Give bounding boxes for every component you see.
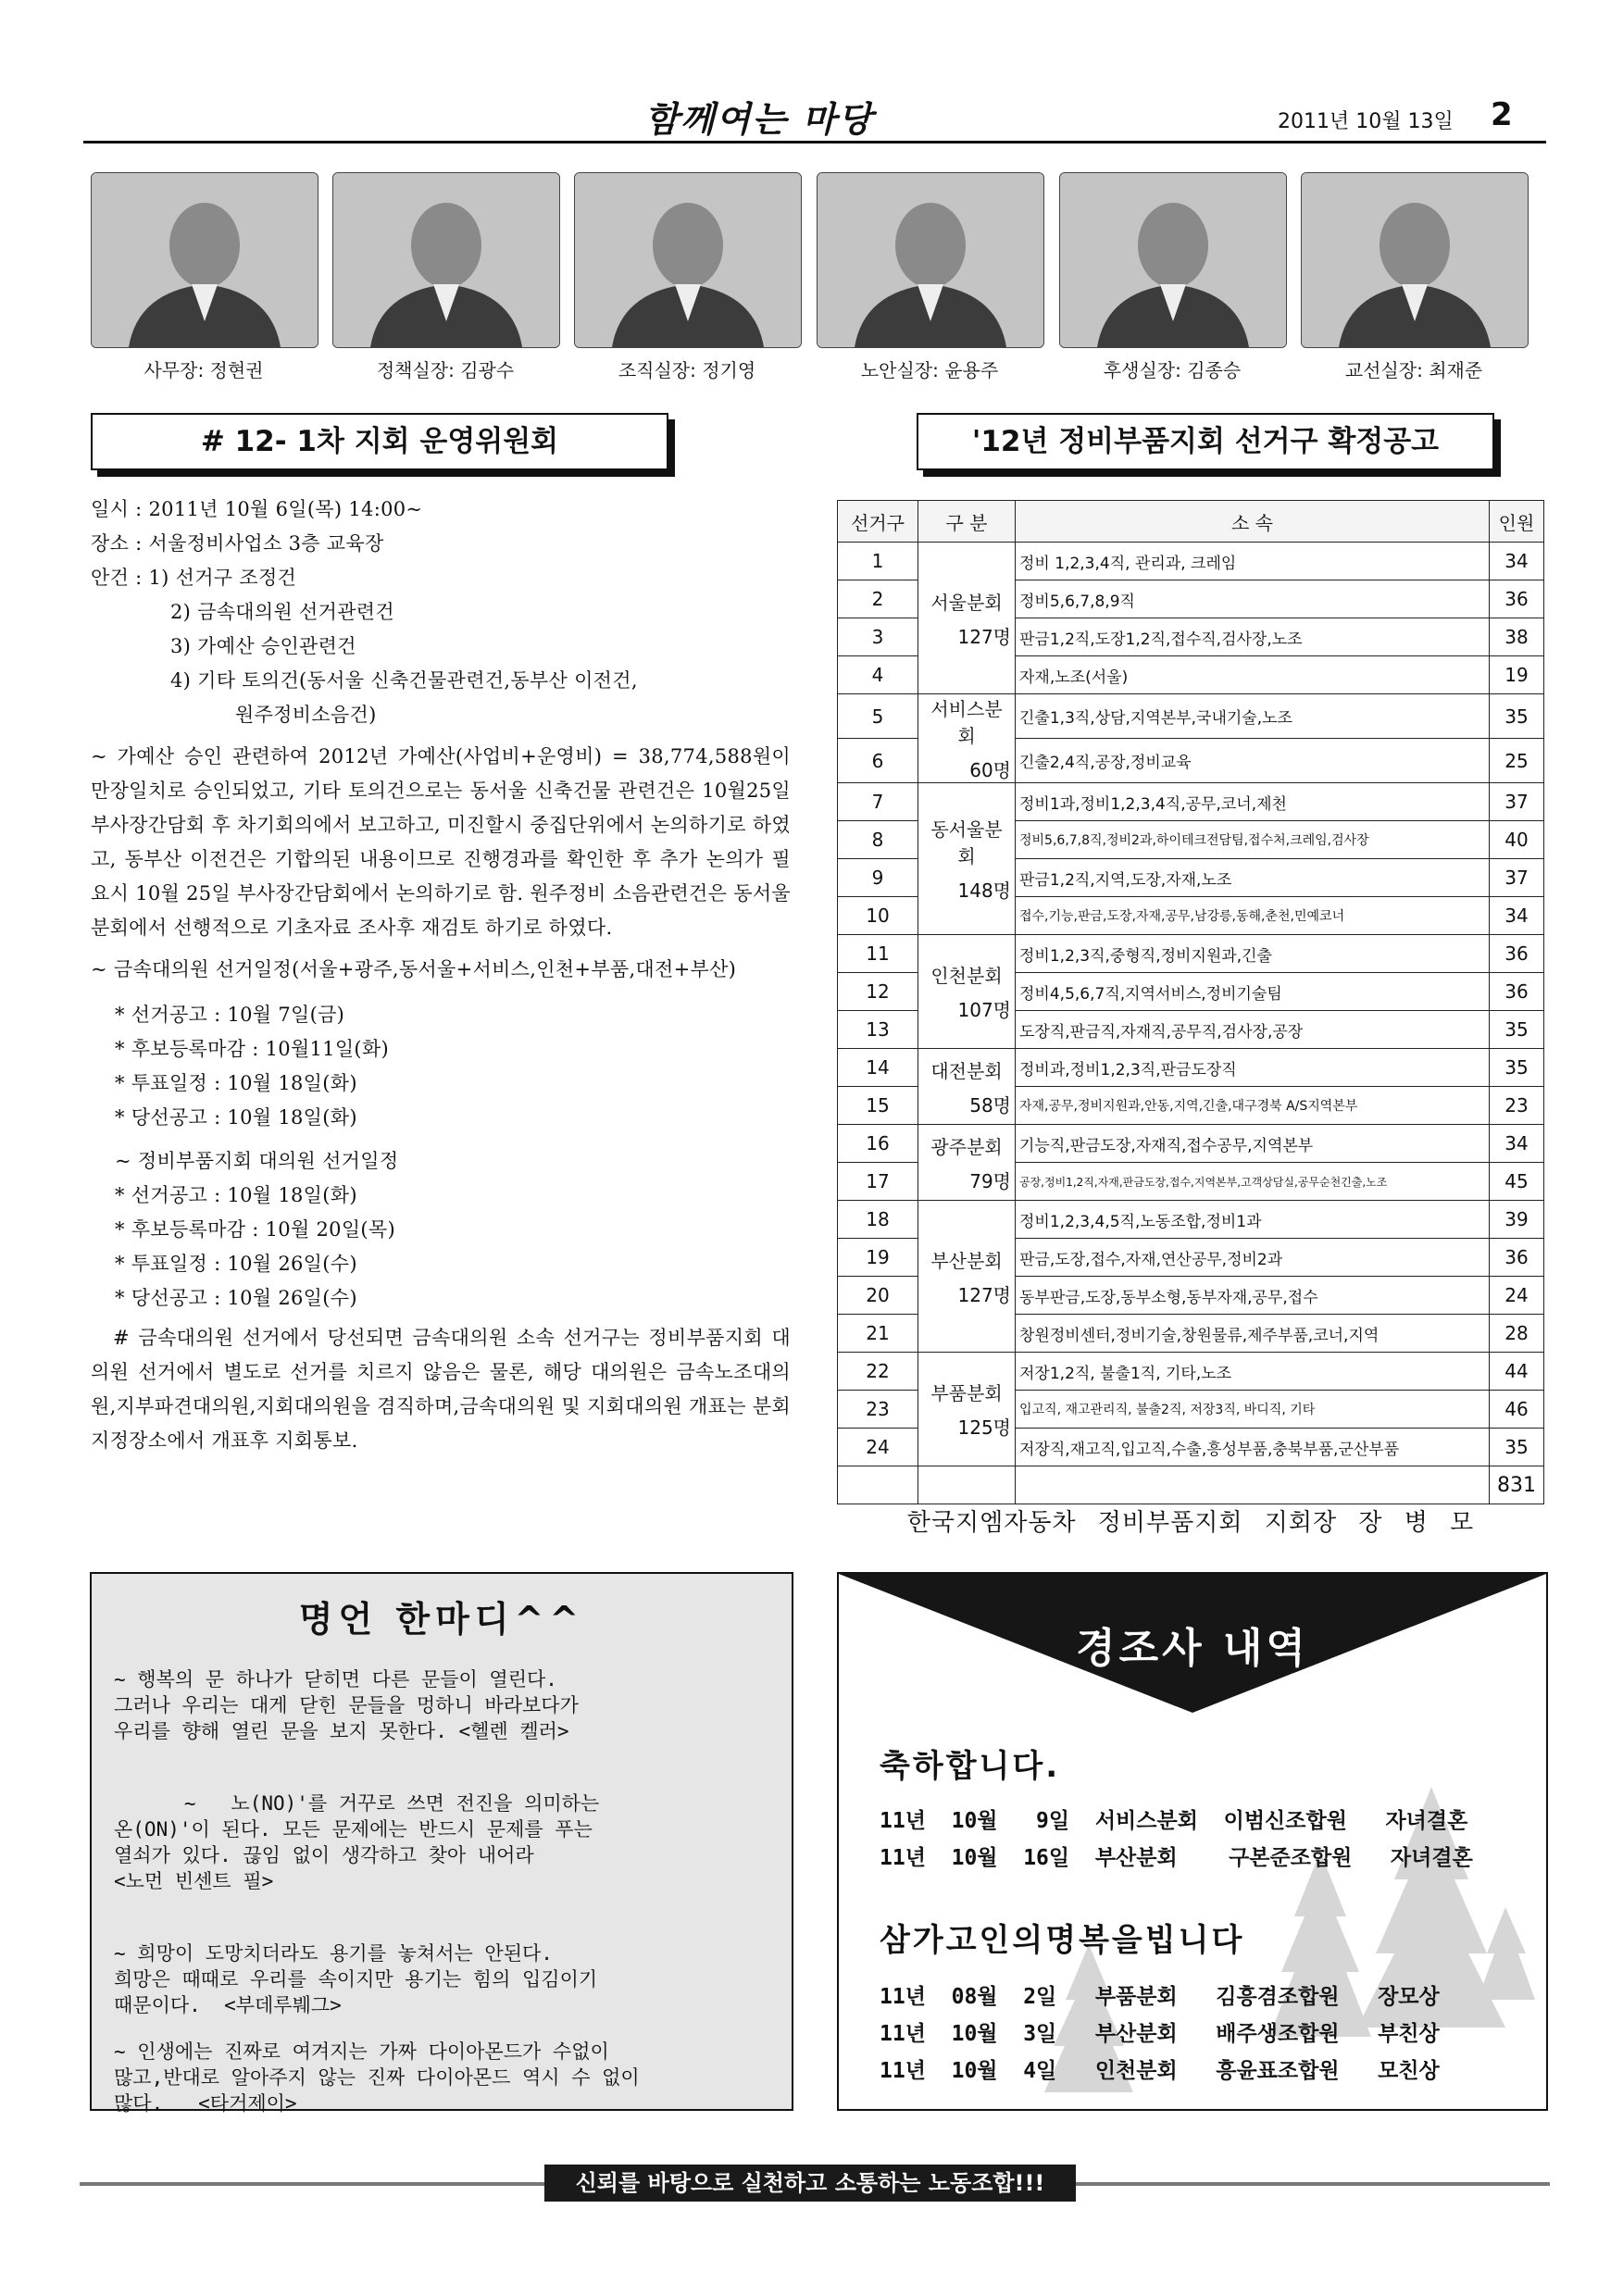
branch-count: 58명 [969,1093,1011,1117]
member-count: 19 [1490,656,1544,694]
member-count: 44 [1490,1353,1544,1391]
district-number: 7 [838,783,918,821]
table-row [838,1125,1544,1163]
issue-date: 2011년 10월 13일 [1278,110,1454,133]
quote-item [114,1666,773,1744]
branch-cell [918,694,1016,783]
district-number: 17 [838,1163,918,1201]
membership-cell: 저장1,2직, 불출1직, 기타,노조 [1016,1353,1490,1391]
quote-line: 그러나 우리는 대게 닫힌 문들을 멍하니 바라보다가 [114,1694,579,1716]
congrats-entry: 11년 10월 9일 서비스분회 이범신조합원 자녀결혼 [880,1809,1468,1833]
branch-count: 107명 [957,999,1011,1021]
meeting-agenda-item: 원주정비소음건) [235,704,377,726]
condolence-title: 삼가고인의명복을빕니다 [880,1922,1245,1959]
member-count: 35 [1490,694,1544,739]
branch-name: 부산분회 [930,1249,1003,1272]
member-count: 45 [1490,1163,1544,1201]
membership-cell: 입고직, 재고관리직, 불출2직, 저장3직, 바디직, 기타 [1016,1391,1490,1429]
congrats-title: 축하합니다. [880,1748,1061,1785]
branch-count: 125명 [957,1416,1011,1439]
staff-photo [332,172,560,348]
quote-line: <노먼 빈센트 필> [114,1870,274,1892]
member-count: 25 [1490,739,1544,783]
membership-cell: 공장,정비1,2직,자재,판금도장,접수,지역본부,고객상담실,공무순천긴출,노조 [1016,1163,1490,1201]
district-number: 3 [838,618,918,656]
table-body [838,543,1544,1504]
page-number: 2 [1491,96,1513,133]
quote-line: 온(ON)'이 된다. 모든 문제에는 반드시 문제를 푸는 [114,1818,593,1841]
quote-line: 많고,반대로 알아주지 않는 진짜 다이아몬드 역시 수 없이 [114,2066,640,2089]
staff-caption: 노안실장: 윤용주 [860,359,999,381]
membership-cell: 기능직,판금도장,자재직,접수공무,지역본부 [1016,1125,1490,1163]
member-count: 35 [1490,1011,1544,1049]
branch-count: 127명 [957,1283,1011,1306]
branch-name: 대전분회 [930,1059,1003,1082]
branch-cell [918,543,1016,694]
membership-cell: 도장직,판금직,자재직,공무직,검사장,공장 [1016,1011,1490,1049]
district-number: 6 [838,739,918,783]
membership-cell: 자재,노조(서울) [1016,656,1490,694]
schedule-item: * 후보등록마감 : 10월11일(화) [115,1038,390,1060]
member-count: 36 [1490,935,1544,973]
branch-count: 79명 [969,1169,1011,1192]
table-row [838,783,1544,821]
member-count: 37 [1490,783,1544,821]
election-note: # 금속대의원 선거에서 당선되면 금속대의원 소속 선거구는 정비부품지회 대의원 선거에서 별도로 선거를 치르지 않음은 물론, 해당 대의원은 금속노조대의원,지부파견대의원,지회대의원을 겸직하며,금속대의원 및 지회대의원 개표는 분회 지정장소에서 개표후 지회통보. [91,1327,791,1452]
table-header-row [838,501,1544,543]
membership-cell: 긴출1,3직,상담,지역본부,국내기술,노조 [1016,694,1490,739]
district-number: 1 [838,543,918,580]
district-number: 13 [838,1011,918,1049]
quotes-box [90,1572,793,2115]
table-row [838,543,1544,580]
quotes-list [114,1666,773,2137]
quote-line: 많다. <타거제이> [114,2092,297,2115]
person-silhouette-icon [92,173,318,347]
condolence-entry: 11년 10월 3일 부산분회 배주생조합원 부친상 [880,2022,1440,2046]
quote-line: 열쇠가 있다. 끊임 없이 생각하고 찾아 내어라 [114,1844,534,1866]
membership-cell: 긴출2,4직,공장,정비교육 [1016,739,1490,783]
member-count: 36 [1490,1239,1544,1277]
branch-count: 148명 [957,880,1011,902]
table-row [838,1201,1544,1239]
total-row [838,1466,1544,1504]
column-header: 선거구 [838,501,918,543]
quote-line: 희망은 때때로 우리를 속이지만 용기는 힘의 입김이기 [114,1968,598,1990]
condolence-entry: 11년 10월 4일 인천분회 흥윤표조합원 모친상 [880,2059,1440,2083]
meeting-line: 일시 : 2011년 10월 6일(목) 14:00~ [91,498,423,520]
branch-cell [918,1125,1016,1201]
branch-cell [918,783,1016,935]
footer-slogan: 신뢰를 바탕으로 실천하고 소통하는 노동조합!!! [544,2165,1076,2202]
district-number: 18 [838,1201,918,1239]
member-count: 23 [1490,1087,1544,1125]
membership-cell: 정비5,6,7,8,9직 [1016,580,1490,618]
member-count: 35 [1490,1429,1544,1466]
district-number: 21 [838,1315,918,1353]
quotes-title: 명언 한마디^^ [298,1599,585,1640]
staff-photo [817,172,1044,348]
schedule-title: ~ 정비부품지회 대의원 선거일정 [115,1150,399,1172]
member-count: 34 [1490,543,1544,580]
district-number: 23 [838,1391,918,1429]
empty-cell [1016,1466,1490,1504]
budget-paragraph: ~ 가예산 승인 관련하여 2012년 가예산(사업비+운영비) = 38,774,588원이 만장일치로 승인되었고, 기타 토의건으로는 동서울 신축건물 관련건은 10월25일 부사장간담회 후 차기회의에서 보고하고, 미진할시 중집단위에서 논의하기로 하였고, 동부산 이전건은 기합의된 내용이므로 진행경과를 확인한 후 추가 논의가 필요시 10월 25일 부사장간담회에서 논의하기로 함. 원주정비 소음관련건은 동서울분회에서 선행적으로 기초자료 조사후 재검토 하기로 하였다. [91,745,791,939]
table-row [838,694,1544,739]
person-silhouette-icon [575,173,801,347]
district-table [837,500,1544,1504]
person-silhouette-icon [1302,173,1528,347]
branch-cell [918,1049,1016,1125]
schedule-item: * 당선공고 : 10월 18일(화) [115,1106,357,1129]
quote-line: ~ 노(NO)'를 거꾸로 쓰면 전진을 의미하는 [183,1792,600,1815]
membership-cell: 정비5,6,7,8직,정비2과,하이테크전담팀,접수처,크레임,검사장 [1016,821,1490,859]
events-title: 경조사 내역 [1076,1625,1309,1672]
person-silhouette-icon [1060,173,1286,347]
meeting-minutes [91,493,791,1458]
member-count: 40 [1490,821,1544,859]
events-box [837,1572,1548,2111]
quote-line: ~ 희망이 도망치더라도 용기를 놓쳐서는 안된다. [114,1942,553,1965]
membership-cell: 동부판금,도장,동부소형,동부자재,공무,접수 [1016,1277,1490,1315]
staff-caption: 후생실장: 김종승 [1103,359,1242,381]
district-number: 19 [838,1239,918,1277]
district-number: 12 [838,973,918,1011]
staff-caption: 조직실장: 정기영 [618,359,756,381]
branch-name: 서비스분회 [930,698,1003,747]
column-header: 인원 [1490,501,1544,543]
branch-cell [918,1353,1016,1466]
membership-cell: 판금1,2직,지역,도장,자재,노조 [1016,859,1490,897]
member-count: 38 [1490,618,1544,656]
column-header: 구 분 [918,501,1016,543]
table-row [838,1049,1544,1087]
election-heading: '12년 정비부품지회 선거구 확정공고 [917,413,1494,470]
schedule-item: * 투표일정 : 10월 26일(수) [115,1253,357,1275]
staff-caption: 사무장: 정현권 [144,359,264,381]
membership-cell: 정비 1,2,3,4직, 관리과, 크레임 [1016,543,1490,580]
district-number: 2 [838,580,918,618]
meeting-heading: # 12- 1차 지회 운영위원회 [91,413,668,470]
branch-name: 동서울분회 [930,818,1003,867]
membership-cell: 정비1,2,3,4,5직,노동조합,정비1과 [1016,1201,1490,1239]
condolence-entry: 11년 08월 2일 부품분회 김흥겸조합원 장모상 [880,1985,1440,2009]
member-count: 37 [1490,859,1544,897]
branch-name: 광주분회 [930,1135,1003,1158]
membership-cell: 정비1과,정비1,2,3,4직,공무,코너,제천 [1016,783,1490,821]
member-count: 39 [1490,1201,1544,1239]
staff-photo [574,172,802,348]
quote-item [114,1765,773,1920]
membership-cell: 판금1,2직,도장1,2직,접수직,검사장,노조 [1016,618,1490,656]
signature-line: 한국지엠자동차 정비부품지회 지회장 장 병 모 [906,1509,1475,1537]
staff-caption: 정책실장: 김광수 [376,359,515,381]
schedule-item: * 후보등록마감 : 10월 20일(목) [115,1218,395,1241]
member-count: 35 [1490,1049,1544,1087]
quote-line: ~ 행복의 문 하나가 닫히면 다른 문들이 열린다. [114,1668,557,1691]
member-count: 36 [1490,973,1544,1011]
quote-item [114,2039,773,2116]
meeting-agenda-item: 4) 기타 토의건(동서울 신축건물관련건,동부산 이전건, [170,669,638,692]
meeting-line: 장소 : 서울정비사업소 3층 교육장 [91,532,384,555]
person-silhouette-icon [818,173,1043,347]
membership-cell: 정비1,2,3직,중형직,정비지원과,긴출 [1016,935,1490,973]
member-count: 28 [1490,1315,1544,1353]
table-row [838,935,1544,973]
quote-line: 우리를 향해 열린 문을 보지 못한다. <헬렌 켈러> [114,1720,569,1742]
total-count: 831 [1490,1466,1544,1504]
branch-name: 부품분회 [930,1382,1003,1404]
membership-cell: 접수,기능,판금,도장,자재,공무,남강릉,동해,춘천,민예코너 [1016,897,1490,935]
staff-photo [1301,172,1529,348]
election-schedule-intro: ~ 금속대의원 선거일정(서울+광주,동서울+서비스,인천+부품,대전+부산) [91,958,737,980]
district-number: 5 [838,694,918,739]
meeting-line: 안건 : 1) 선거구 조정건 [91,567,297,589]
branch-count: 60명 [969,759,1011,781]
district-number: 8 [838,821,918,859]
district-number: 14 [838,1049,918,1087]
schedule-item: * 투표일정 : 10월 18일(화) [115,1072,357,1094]
member-count: 34 [1490,1125,1544,1163]
member-count: 46 [1490,1391,1544,1429]
staff-caption: 교선실장: 최재준 [1344,359,1483,381]
membership-cell: 정비4,5,6,7직,지역서비스,정비기술팀 [1016,973,1490,1011]
quote-line: ~ 인생에는 진짜로 여겨지는 가짜 다이아몬드가 수없이 [114,2040,609,2063]
district-number: 10 [838,897,918,935]
schedule-item: * 선거공고 : 10월 18일(화) [115,1184,357,1206]
district-number: 20 [838,1277,918,1315]
quote-item [114,1940,773,2018]
district-number: 24 [838,1429,918,1466]
branch-cell [918,1201,1016,1353]
member-count: 34 [1490,897,1544,935]
header-rule [83,141,1546,144]
column-header: 소 속 [1016,501,1490,543]
schedule-item: * 당선공고 : 10월 26일(수) [115,1287,357,1309]
branch-name: 인천분회 [930,965,1003,987]
person-silhouette-icon [333,173,559,347]
membership-cell: 저장직,재고직,입고직,수출,흥성부품,충북부품,군산부품 [1016,1429,1490,1466]
branch-cell [918,935,1016,1049]
district-number: 11 [838,935,918,973]
branch-count: 127명 [957,625,1011,648]
district-number: 4 [838,656,918,694]
quote-line: 때문이다. <부데루붸그> [114,1994,342,2016]
member-count: 36 [1490,580,1544,618]
district-number: 15 [838,1087,918,1125]
branch-name: 서울분회 [930,591,1003,614]
district-number: 9 [838,859,918,897]
meeting-agenda-item: 3) 가예산 승인관련건 [170,635,356,657]
staff-photo [1059,172,1287,348]
congrats-entry: 11년 10월 16일 부산분회 구본준조합원 자녀결혼 [880,1846,1473,1870]
membership-cell: 정비과,정비1,2,3직,판금도장직 [1016,1049,1490,1087]
district-number: 16 [838,1125,918,1163]
section-title: 함께여는 마당 [644,99,874,140]
meeting-agenda-item: 2) 금속대의원 선거관련건 [170,601,394,623]
membership-cell: 창원정비센터,정비기술,창원물류,제주부품,코너,지역 [1016,1315,1490,1353]
schedule-item: * 선거공고 : 10월 7일(금) [115,1004,345,1026]
member-count: 24 [1490,1277,1544,1315]
table-row [838,1353,1544,1391]
district-number: 22 [838,1353,918,1391]
membership-cell: 자재,공무,정비지원과,안동,지역,긴출,대구경북 A/S지역본부 [1016,1087,1490,1125]
empty-cell [918,1466,1016,1504]
staff-photo [91,172,318,348]
empty-cell [838,1466,918,1504]
membership-cell: 판금,도장,접수,자재,연산공무,정비2과 [1016,1239,1490,1277]
